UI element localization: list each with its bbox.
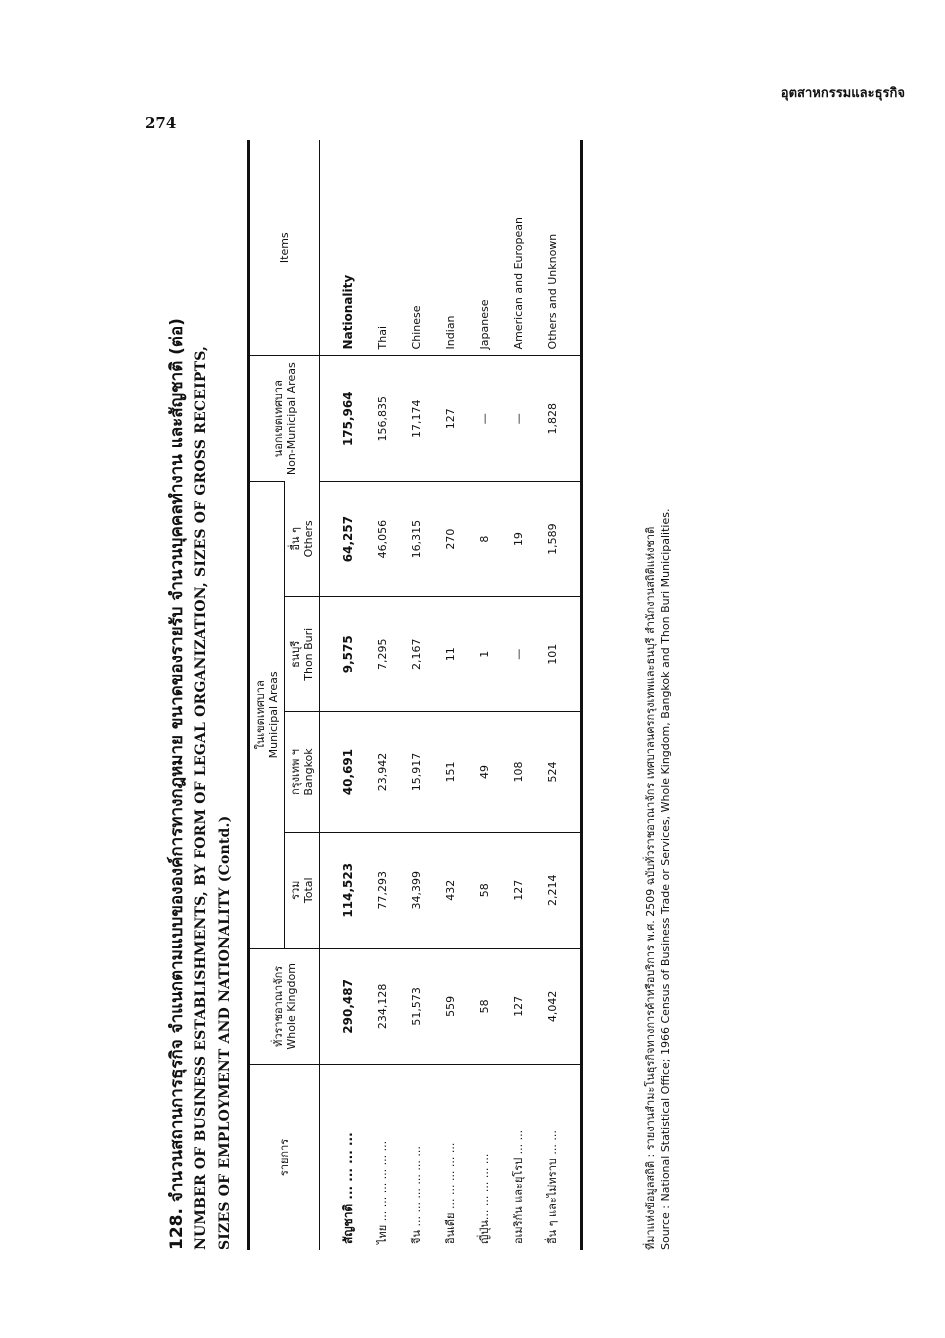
cell-non-municipal: 175,964 xyxy=(320,356,366,482)
cell-non-municipal: — xyxy=(501,356,535,482)
table-row xyxy=(501,140,535,1250)
cell-others: 8 xyxy=(467,481,501,596)
header-thonburi: ธนบุรี Thon Buri xyxy=(285,597,320,712)
source-note xyxy=(643,140,673,1250)
cell-non-municipal: 156,835 xyxy=(365,356,399,482)
cell-non-municipal: — xyxy=(467,356,501,482)
cell-whole-kingdom: 234,128 xyxy=(365,948,399,1064)
cell-others: 64,257 xyxy=(320,481,366,596)
row-label-thai: ไทย ... ... ... ... ... ... xyxy=(365,1064,399,1250)
row-label-english: Thai xyxy=(375,325,389,350)
section-header: อุตสาหกรรมและธุรกิจ xyxy=(780,86,905,101)
row-label-thai: จีน ... ... ... ... ... ... xyxy=(399,1064,433,1250)
header-non-municipal: นอกเขตเทศบาล Non-Municipal Areas xyxy=(249,356,320,482)
cell-bangkok: 151 xyxy=(433,712,467,832)
cell-total: 77,293 xyxy=(365,832,399,948)
cell-bangkok: 23,942 xyxy=(365,712,399,832)
rotated-page-content xyxy=(165,140,725,1250)
row-label-thai: สัญชาติ ... ... ... ... xyxy=(320,1064,366,1250)
cell-others: 1,589 xyxy=(535,481,582,596)
cell-non-municipal: 127 xyxy=(433,356,467,482)
cell-non-municipal: 1,828 xyxy=(535,356,582,482)
cell-thonburi: 11 xyxy=(433,597,467,712)
table-row xyxy=(535,140,582,1250)
cell-others: 16,315 xyxy=(399,481,433,596)
header-others: อื่น ๆ Others xyxy=(285,481,320,596)
header-total: รวม Total xyxy=(285,832,320,948)
header-whole-kingdom: ทั่วราชอาณาจักร Whole Kingdom xyxy=(249,948,320,1064)
table-row xyxy=(320,140,366,1250)
cell-whole-kingdom: 559 xyxy=(433,948,467,1064)
cell-bangkok: 40,691 xyxy=(320,712,366,832)
cell-total: 2,214 xyxy=(535,832,582,948)
cell-others: 46,056 xyxy=(365,481,399,596)
table-row xyxy=(399,140,433,1250)
title-thai: 128. จำนวนสถานการธุรกิจ จำแนกตามแบบขององค์การทางกฎหมาย ขนาดของรายรับ จำนวนบุคคลทำงาน และสัญชาติ (ต่อ) xyxy=(167,318,187,1250)
title-english-line-2: SIZES OF EMPLOYMENT AND NATIONALITY (Contd.) xyxy=(217,815,233,1250)
table-row xyxy=(467,140,501,1250)
cell-others: 270 xyxy=(433,481,467,596)
cell-thonburi: 2,167 xyxy=(399,597,433,712)
cell-whole-kingdom: 127 xyxy=(501,948,535,1064)
cell-thonburi: 9,575 xyxy=(320,597,366,712)
cell-whole-kingdom: 4,042 xyxy=(535,948,582,1064)
cell-thonburi: 7,295 xyxy=(365,597,399,712)
cell-thonburi: — xyxy=(501,597,535,712)
header-items-thai: รายการ xyxy=(249,1064,320,1250)
row-label-thai: อเมริกัน และยุโรป ... ... xyxy=(501,1064,535,1250)
row-label-english: Japanese xyxy=(477,299,491,350)
source-thai: ที่มาแห่งข้อมูลสถิติ : รายงานสำมะโนธุรกิจทางการค้าหรือบริการ พ.ศ. 2509 ฉบับทั่วราชอาณาจักร เทศบาลนครกรุงเทพและธนบุรี สำนักงานสถิติแห่งชาติ xyxy=(644,526,657,1250)
row-label-thai: อื่น ๆ และไม่ทราบ ... ... xyxy=(535,1064,582,1250)
row-label-thai: ญี่ปุ่น... ... ... ... ... xyxy=(467,1064,501,1250)
row-label-english: Indian xyxy=(443,315,457,350)
table-row xyxy=(433,140,467,1250)
page-number: 274 xyxy=(145,114,177,132)
cell-thonburi: 1 xyxy=(467,597,501,712)
row-label-english: Nationality xyxy=(341,274,355,350)
cell-bangkok: 524 xyxy=(535,712,582,832)
table-row xyxy=(365,140,399,1250)
cell-others: 19 xyxy=(501,481,535,596)
header-items-english: Items xyxy=(249,140,320,356)
row-label-english: Others and Unknown xyxy=(545,233,559,350)
cell-total: 127 xyxy=(501,832,535,948)
statistics-table xyxy=(247,140,583,1250)
cell-whole-kingdom: 58 xyxy=(467,948,501,1064)
table-title xyxy=(165,140,237,1250)
header-municipal-areas: ในเขตเทศบาล Municipal Areas xyxy=(249,481,285,948)
title-english-line-1: NUMBER OF BUSINESS ESTABLISHMENTS, BY FORM OF LEGAL ORGANIZATION, SIZES OF GROSS RECEIPTS, xyxy=(193,345,209,1250)
cell-bangkok: 15,917 xyxy=(399,712,433,832)
cell-total: 58 xyxy=(467,832,501,948)
row-label-thai: อินเดีย ... ... ... ... ... xyxy=(433,1064,467,1250)
cell-total: 432 xyxy=(433,832,467,948)
source-english: Source : National Statistical Office; 1966 Census of Business Trade or Services, Whole Kingdom, Bangkok and Thon Buri Municipalities. xyxy=(659,508,672,1250)
cell-whole-kingdom: 51,573 xyxy=(399,948,433,1064)
cell-bangkok: 49 xyxy=(467,712,501,832)
cell-total: 34,399 xyxy=(399,832,433,948)
cell-total: 114,523 xyxy=(320,832,366,948)
cell-whole-kingdom: 290,487 xyxy=(320,948,366,1064)
cell-non-municipal: 17,174 xyxy=(399,356,433,482)
header-bangkok: กรุงเทพ ฯ Bangkok xyxy=(285,712,320,832)
row-label-english: American and European xyxy=(511,217,525,350)
row-label-english: Chinese xyxy=(409,305,423,350)
cell-bangkok: 108 xyxy=(501,712,535,832)
cell-thonburi: 101 xyxy=(535,597,582,712)
